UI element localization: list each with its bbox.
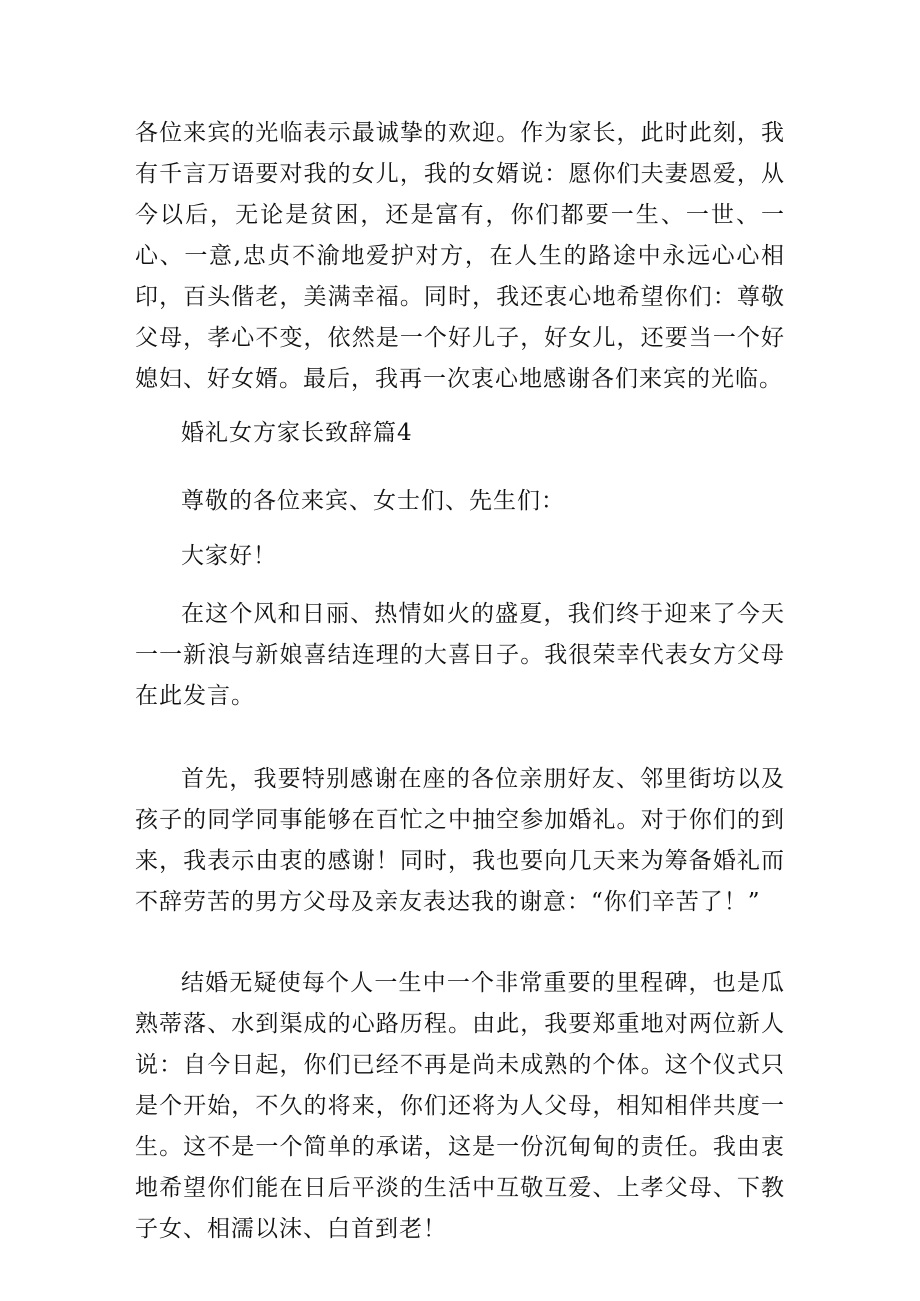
section-heading: 婚礼女方家长致辞篇4	[181, 420, 413, 446]
paragraph-thanks: 首先，我要特别感谢在座的各位亲朋好友、邻里街坊以及孩子的同学同事能够在百忙之中抽空参加婚礼。对于你们的到来，我表示由衷的感谢！同时，我也要向几天来为筹备婚礼而不辞劳苦的男方父母及亲友表达我的谢意：“你们辛苦了！”	[135, 766, 785, 915]
paragraph-opening: 在这个风和日丽、热情如火的盛夏，我们终于迎来了今天一一新浪与新娘喜结连理的大喜日子。我很荣幸代表女方父母在此发言。	[135, 601, 785, 709]
paragraph-marriage: 结婚无疑使每个人一生中一个非常重要的里程碑，也是瓜熟蒂落、水到渠成的心路历程。由此，我要郑重地对两位新人说：自今日起，你们已经不再是尚未成熟的个体。这个仪式只是个开始，不久的将来，你们还将为人父母，相知相伴共度一生。这不是一个简单的承诺，这是一份沉甸甸的责任。我由衷地希望你们能在日后平淡的生活中互敬互爱、上孝父母、下教子女、相濡以沫、白首到老！	[135, 970, 785, 1242]
salutation: 尊敬的各位来宾、女士们、先生们：	[181, 488, 565, 514]
greeting: 大家好！	[181, 543, 277, 569]
paragraph-closing-welcome: 各位来宾的光临表示最诚挚的欢迎。作为家长，此时此刻，我有千言万语要对我的女儿，我的女婿说：愿你们夫妻恩爱，从今以后，无论是贫困，还是富有，你们都要一生、一世、一心、一意,忠贞不渝地爱护对方，在人生的路途中永远心心相印，百头偕老，美满幸福。同时，我还衷心地希望你们：尊敬父母，孝心不变，依然是一个好儿子，好女儿，还要当一个好媳妇、好女婿。最后，我再一次衷心地感谢各们来宾的光临。	[135, 120, 785, 392]
document-body	[135, 113, 785, 1250]
